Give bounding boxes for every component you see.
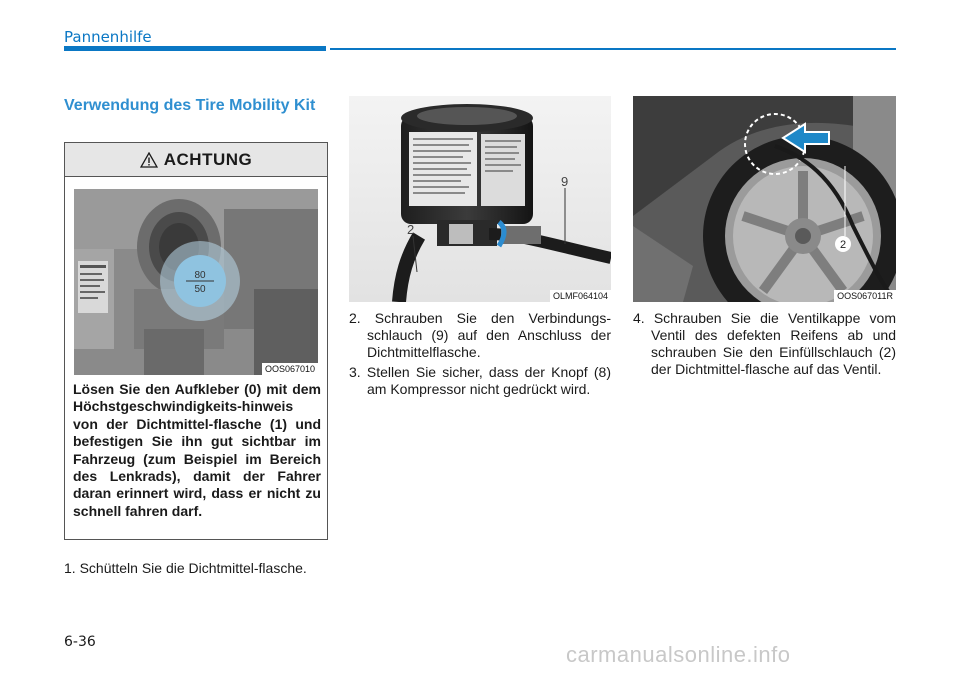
header-rule-thick [64,46,326,51]
dashboard-sticker-image [74,189,318,375]
step-4: 4. Schrauben Sie die Ventilkappe vom Ventil des defekten Reifens ab und schrauben Sie den Einfüllschlauch (2) der Dichtmittel-flasche auf das Ventil. [633,310,896,377]
warning-triangle-icon [140,152,158,168]
warning-text: Lösen Sie den Aufkleber (0) mit dem Höchstgeschwindigkeits-hinweis von der Dichtmittel-flasche (1) und befestigen Sie ihn gut sichtbar im Fahrzeug (zum Beispiel im Bereich des Lenkrads), damit der Fahrer daran erinnert wird, dass er nicht zu schnell fahren darf. [73,381,321,519]
page-number: 6-36 [64,634,96,650]
page-title: Verwendung des Tire Mobility Kit [64,97,316,114]
tire-valve-photo [633,96,896,302]
image-code: OOS067011R [834,290,896,302]
step-1: 1. Schütteln Sie die Dichtmittel-flasche. [64,560,307,576]
callout-2: 2 [407,222,415,237]
sealant-bottle-photo [349,96,611,302]
step-2: 2. Schrauben Sie den Verbindungs-schlauch (9) auf den Anschluss der Dichtmittelflasche. [349,310,611,360]
callout-2: 2 [839,239,847,251]
section-header: Pannenhilfe [64,28,152,46]
warning-box [64,142,328,540]
warning-header [65,143,327,177]
image-code: OLMF064104 [550,290,611,302]
gauge-top-value: 80 [194,270,206,281]
callout-9: 9 [561,174,569,189]
image-code: OOS067010 [262,363,318,375]
step-3: 3. Stellen Sie sicher, dass der Knopf (8) am Kompressor nicht gedrückt wird. [349,364,611,397]
warning-label: ACHTUNG [163,149,253,169]
header-rule-thin [330,48,896,50]
gauge-bottom-value: 50 [194,284,206,295]
watermark: carmanualsonline.info [566,642,791,667]
